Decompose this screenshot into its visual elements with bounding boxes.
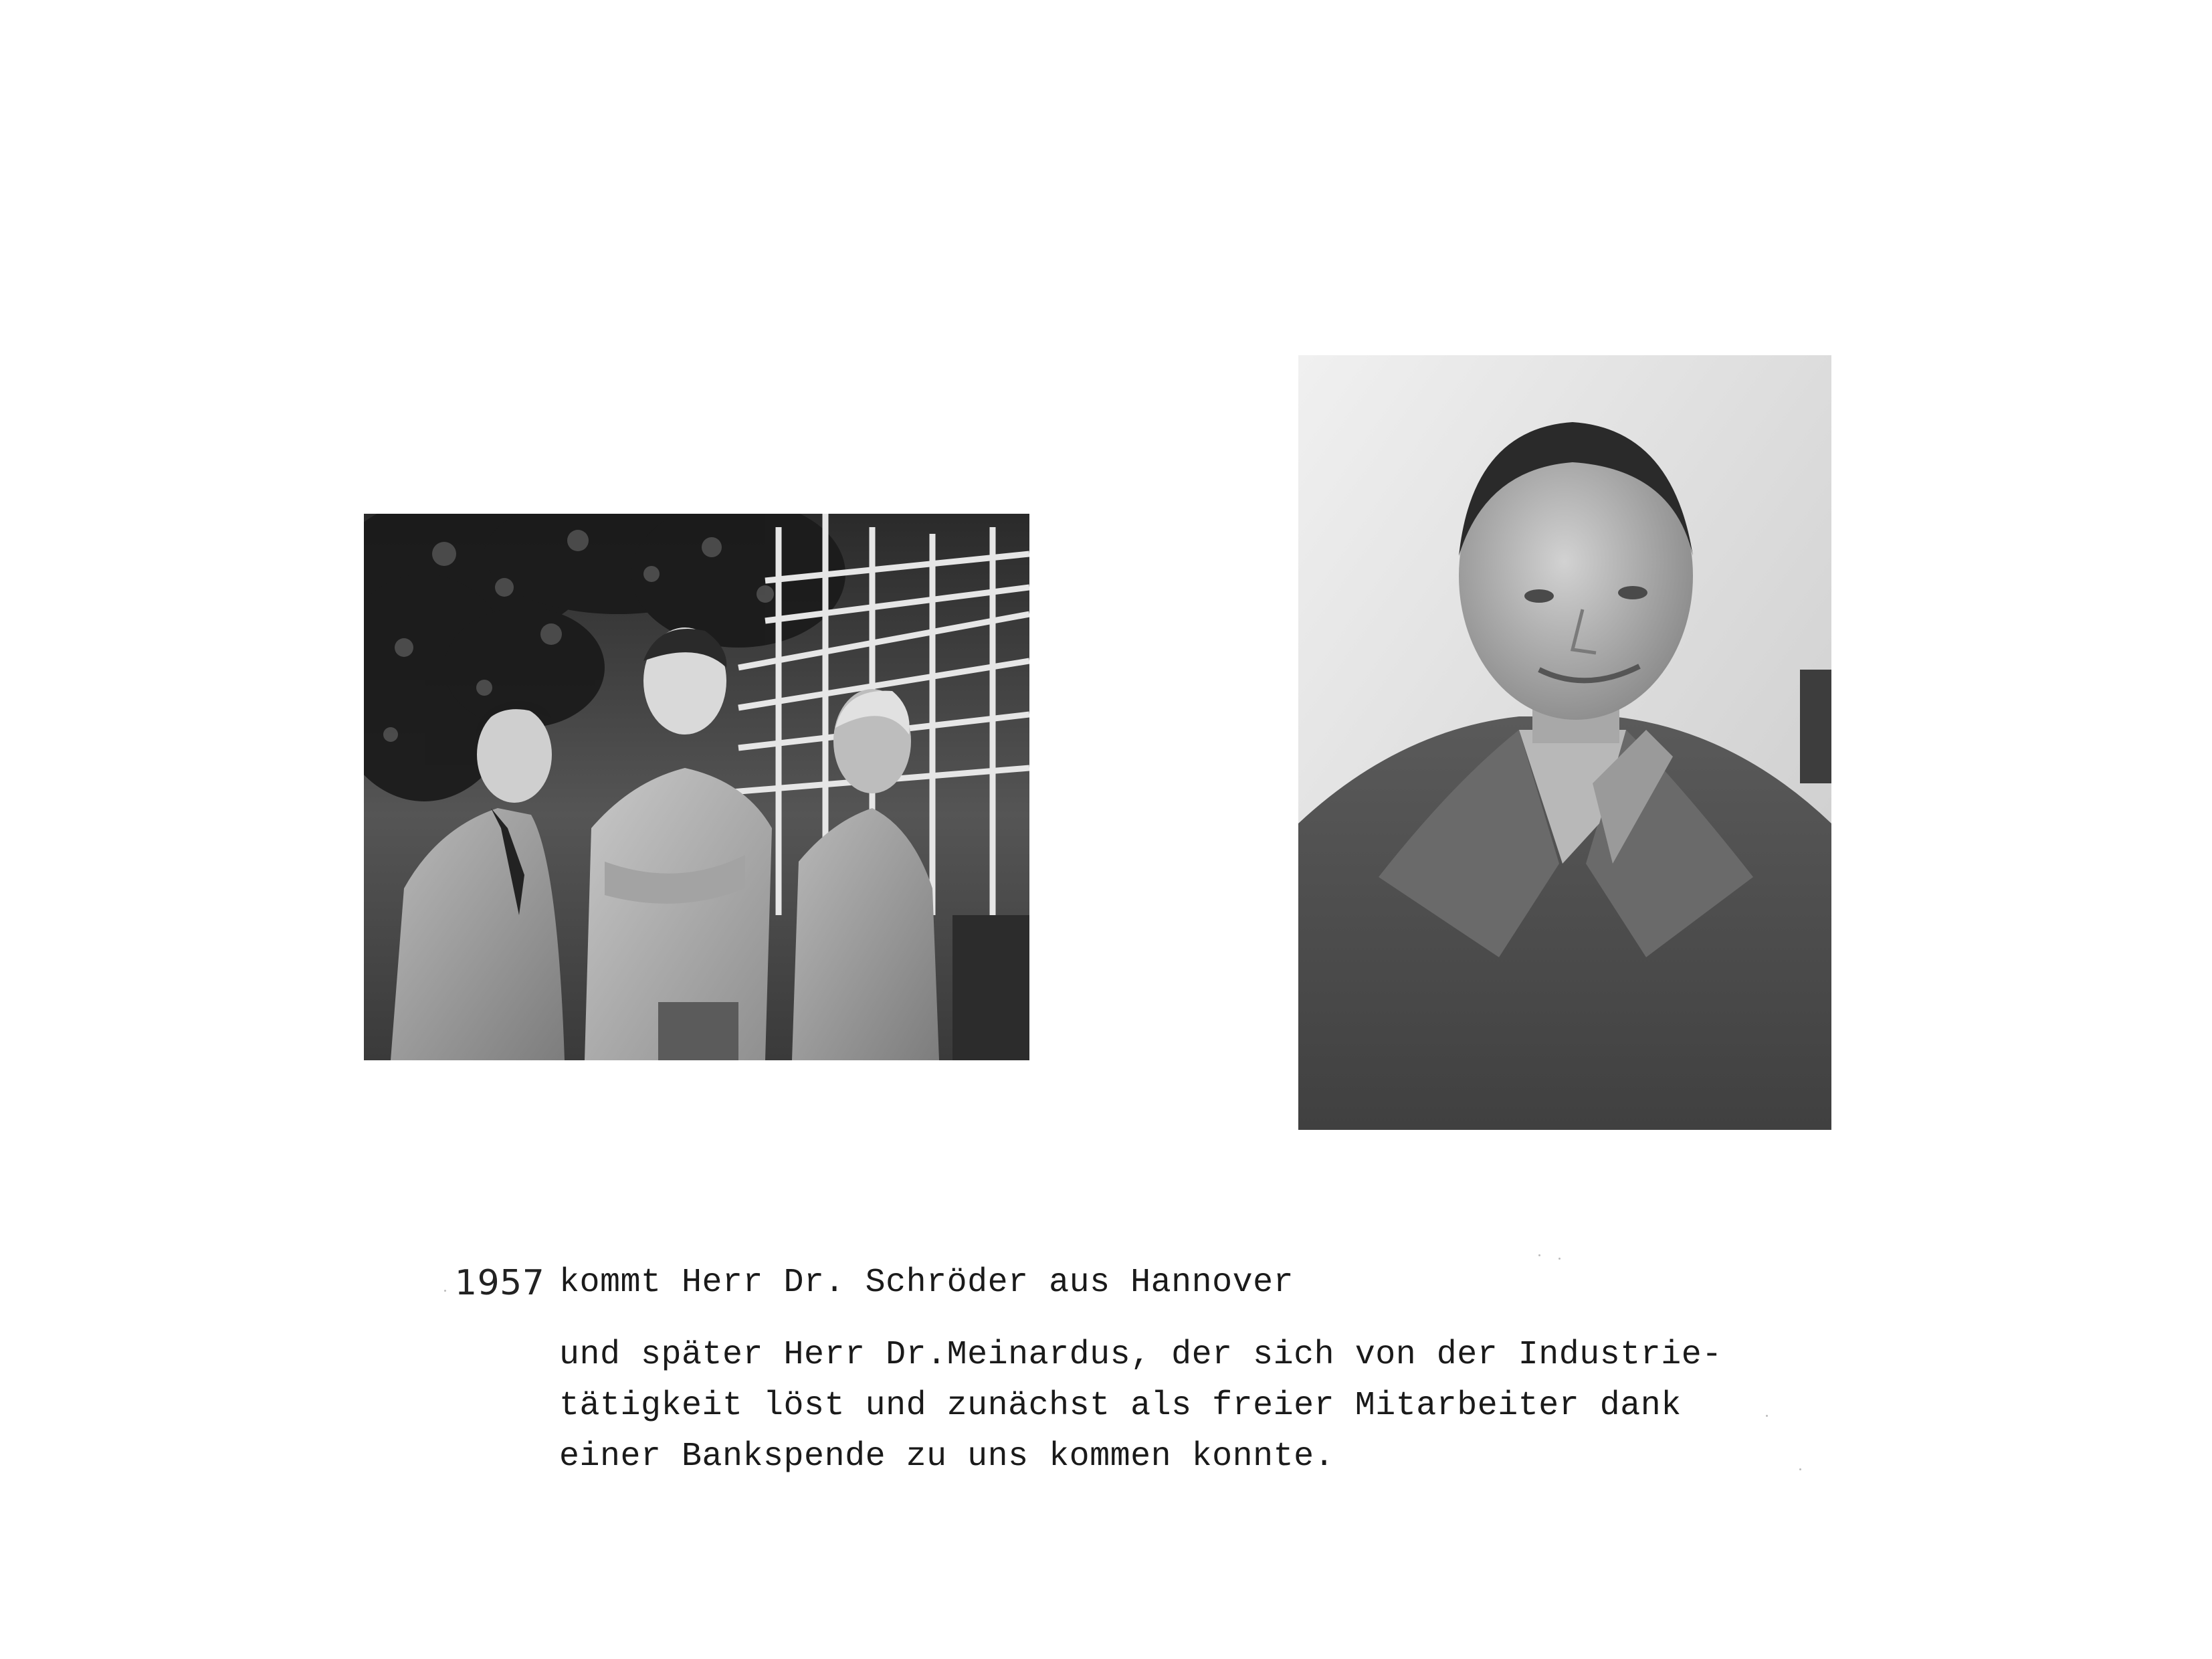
scan-speck bbox=[1538, 1254, 1540, 1256]
caption-first-line: kommt Herr Dr. Schröder aus Hannover bbox=[559, 1264, 1294, 1302]
group-photograph bbox=[364, 514, 1029, 1060]
scan-speck bbox=[1766, 1415, 1768, 1417]
caption-line: tätigkeit löst und zunächst als freier Mitarbeiter dank bbox=[559, 1387, 1682, 1425]
scan-speck bbox=[444, 1290, 446, 1292]
caption-line: einer Bankspende zu uns kommen konnte. bbox=[559, 1438, 1335, 1476]
group-photo-image bbox=[364, 514, 1029, 1060]
caption-year: 1957 bbox=[455, 1263, 545, 1303]
portrait-photo-image bbox=[1298, 355, 1831, 1130]
caption-body bbox=[559, 1330, 1830, 1482]
scan-speck bbox=[1559, 1258, 1561, 1260]
scan-speck bbox=[1799, 1468, 1801, 1470]
portrait-photograph bbox=[1298, 355, 1831, 1130]
caption-line: und später Herr Dr.Meinardus, der sich von der Industrie- bbox=[559, 1336, 1722, 1374]
